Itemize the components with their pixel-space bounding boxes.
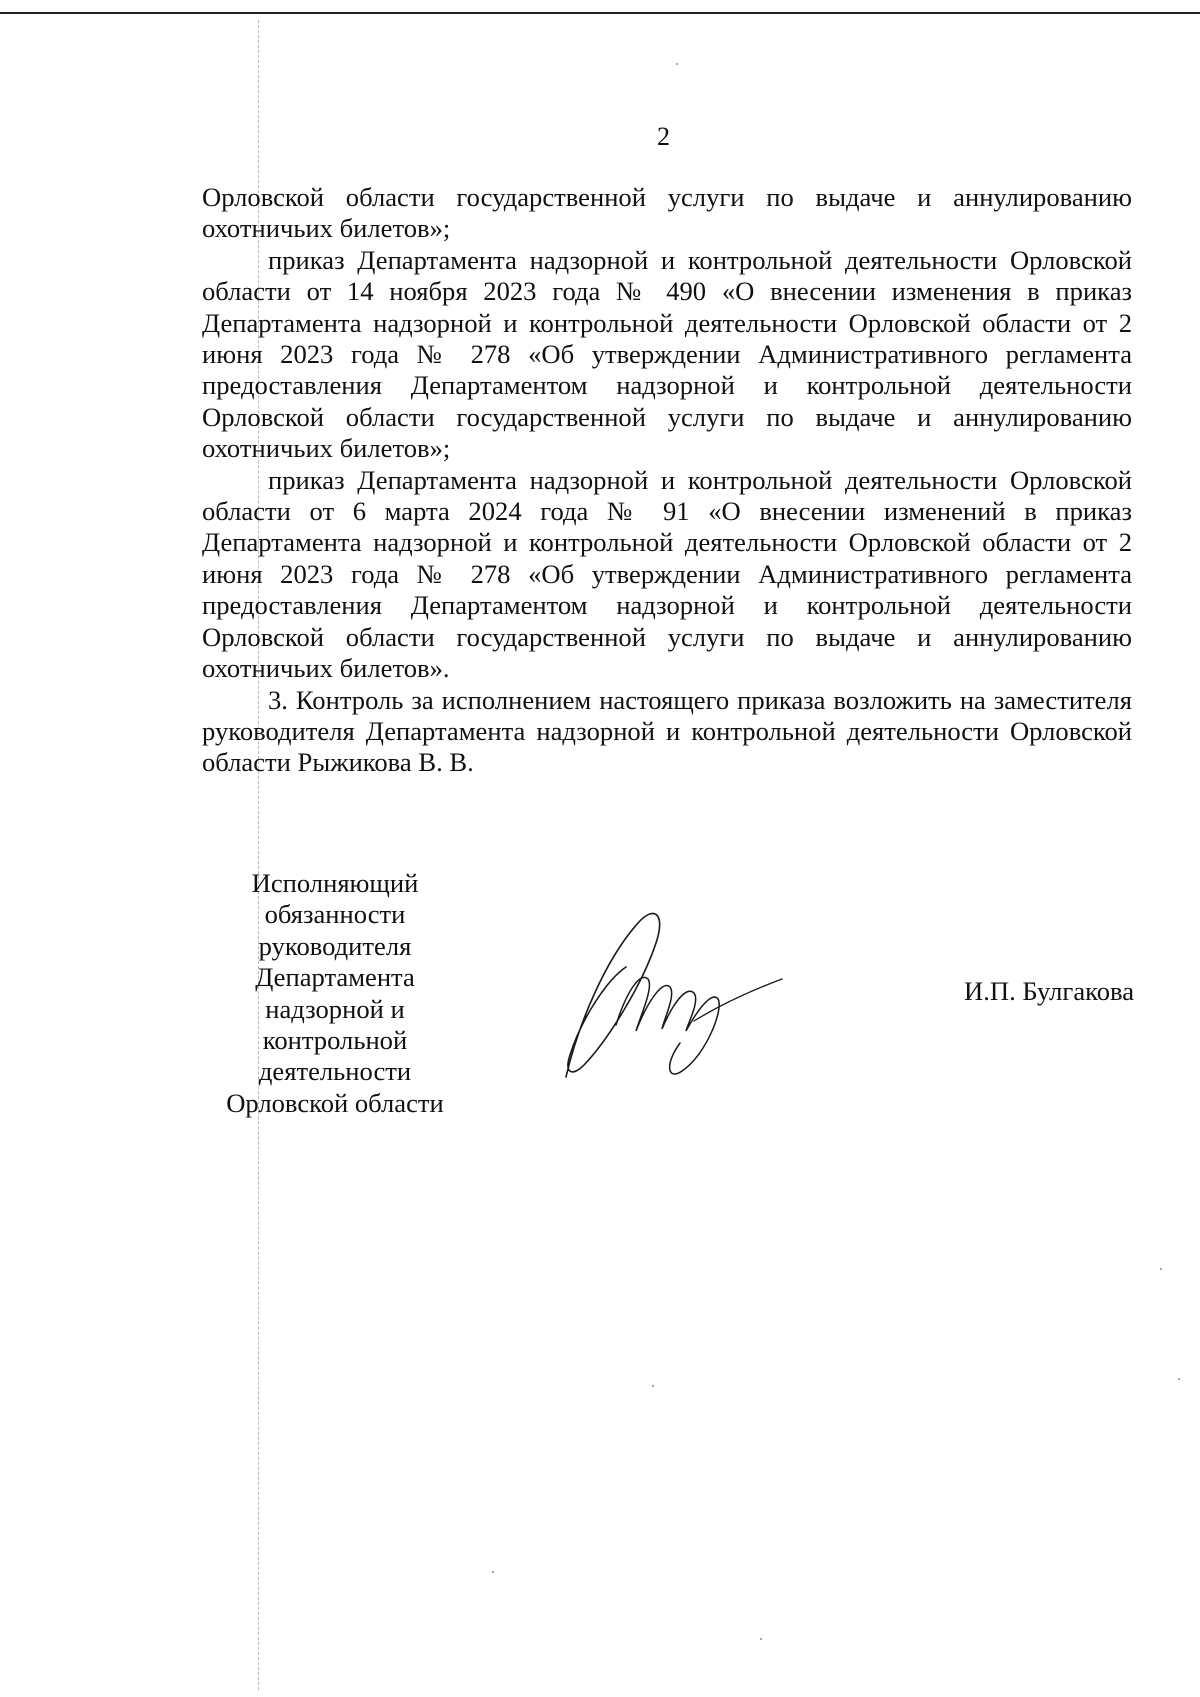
scan-speck bbox=[676, 63, 678, 65]
scan-speck bbox=[652, 1385, 654, 1387]
signature-stroke bbox=[566, 913, 660, 1077]
signatory-title-line: контрольной bbox=[262, 1025, 408, 1056]
signatory-title-line: Орловской области bbox=[226, 1087, 444, 1118]
signatory-name: И.П. Булгакова bbox=[964, 976, 1134, 1006]
signatory-title-line: деятельности bbox=[258, 1056, 412, 1087]
handwritten-signature bbox=[560, 905, 790, 1085]
signatory-title-line: обязанности bbox=[264, 899, 406, 930]
signature-stroke bbox=[616, 977, 719, 1074]
signatory-title-line: Исполняющий bbox=[251, 868, 419, 898]
document-body bbox=[202, 182, 1132, 779]
signatory-title bbox=[215, 868, 455, 1119]
paragraph-order-november-2023: приказ Департамента надзорной и контрольной деятельности Орловской области от 14 ноября 2023 года № 490 «О внесении изменения в приказ Департамента надзорной и контрольной деятельности Орловской области от 2 июня 2023 года № 278 «Об утверждении Административного регламента предоставления Департаментом надзорной и контрольной деятельности Орловской области государственной услуги по выдаче и аннулированию охотничьих билетов»; bbox=[202, 244, 1132, 464]
paragraph-order-march-2024: приказ Департамента надзорной и контрольной деятельности Орловской области от 6 марта 2024 года № 91 «О внесении изменений в приказ Департамента надзорной и контрольной деятельности Орловской области от 2 июня 2023 года № 278 «Об утверждении Административного регламента предоставления Департаментом надзорной и контрольной деятельности Орловской области государственной услуги по выдаче и аннулированию охотничьих билетов». bbox=[202, 464, 1132, 684]
page-number: 2 bbox=[657, 122, 670, 151]
signatory-title-line: руководителя bbox=[258, 930, 412, 961]
signatory-title-line: надзорной и bbox=[265, 993, 405, 1024]
scan-speck bbox=[492, 1571, 494, 1573]
paragraph-continuation: Орловской области государственной услуги по выдаче и аннулированию охотничьих билетов»; bbox=[202, 182, 1132, 244]
signatory-title-line: Департамента bbox=[255, 962, 415, 993]
scan-speck bbox=[760, 1638, 762, 1640]
scan-speck bbox=[1160, 1268, 1162, 1270]
paragraph-control-clause: 3. Контроль за исполнением настоящего приказа возложить на заместителя руководителя Департамента надзорной и контрольной деятельности Орловской области Рыжикова В. В. bbox=[202, 684, 1132, 778]
scan-speck bbox=[1178, 1378, 1180, 1380]
top-border-line bbox=[0, 12, 1200, 14]
